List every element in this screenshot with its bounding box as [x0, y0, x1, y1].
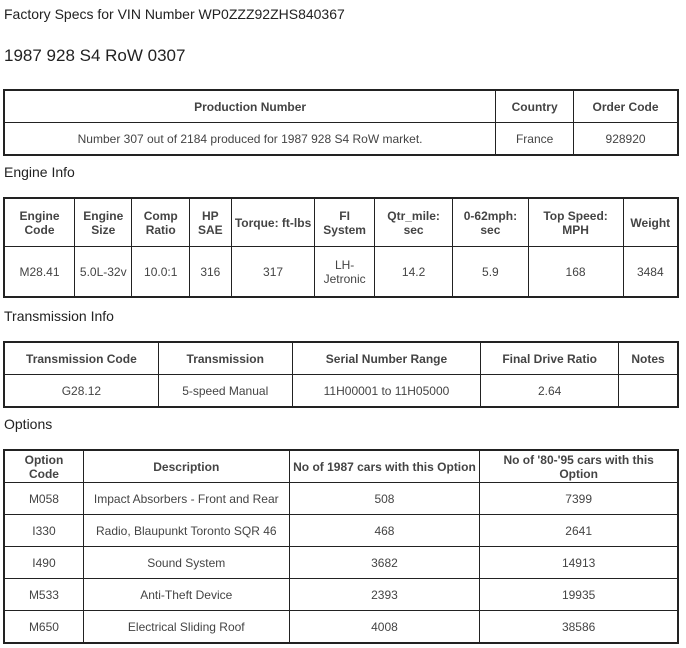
option-count-80-95-cell: 38586: [480, 611, 678, 643]
option-description-cell: Radio, Blaupunkt Toronto SQR 46: [83, 515, 289, 547]
option-count-1987-cell: 2393: [289, 579, 480, 611]
options-section-title: Options: [4, 416, 53, 432]
option-code-cell: M533: [5, 579, 84, 611]
option-count-1987-cell: 468: [289, 515, 480, 547]
engine-cell: M28.41: [5, 247, 75, 297]
engine-cell: 10.0:1: [132, 247, 189, 297]
model-title: 1987 928 S4 RoW 0307: [4, 46, 186, 65]
engine-cell: 3484: [623, 247, 677, 297]
transmission-header: Serial Number Range: [292, 343, 481, 375]
production-table: [4, 90, 678, 155]
engine-cell: 317: [231, 247, 315, 297]
engine-header: Comp Ratio: [132, 199, 189, 247]
transmission-cell: 11H00001 to 11H05000: [292, 375, 481, 407]
transmission-table: [4, 342, 678, 407]
option-code-cell: I490: [5, 547, 84, 579]
vin-title: Factory Specs for VIN Number WP0ZZZ92ZHS840367: [4, 6, 345, 22]
transmission-header: Final Drive Ratio: [481, 343, 619, 375]
engine-cell: LH-Jetronic: [315, 247, 375, 297]
engine-table: [4, 198, 678, 297]
engine-cell: 168: [528, 247, 623, 297]
option-count-1987-cell: 508: [289, 483, 480, 515]
engine-section-title: Engine Info: [4, 164, 75, 180]
transmission-section-title: Transmission Info: [4, 308, 114, 324]
options-header: No of '80-'95 cars with this Option: [480, 451, 678, 483]
transmission-cell: G28.12: [5, 375, 159, 407]
option-description-cell: Electrical Sliding Roof: [83, 611, 289, 643]
production-header: Order Code: [574, 91, 678, 123]
option-description-cell: Anti-Theft Device: [83, 579, 289, 611]
option-count-1987-cell: 3682: [289, 547, 480, 579]
transmission-header: Transmission: [158, 343, 292, 375]
transmission-header: Transmission Code: [5, 343, 159, 375]
production-cell: 928920: [574, 123, 678, 155]
option-description-cell: Sound System: [83, 547, 289, 579]
option-count-80-95-cell: 14913: [480, 547, 678, 579]
engine-header: HP SAE: [189, 199, 231, 247]
engine-header: Weight: [623, 199, 677, 247]
options-header: Option Code: [5, 451, 84, 483]
options-table: [4, 450, 678, 643]
option-description-cell: Impact Absorbers - Front and Rear: [83, 483, 289, 515]
transmission-header: Notes: [619, 343, 678, 375]
engine-header: Torque: ft-lbs: [231, 199, 315, 247]
transmission-cell: [619, 375, 678, 407]
production-cell: France: [496, 123, 574, 155]
option-code-cell: M650: [5, 611, 84, 643]
production-cell: Number 307 out of 2184 produced for 1987 928 S4 RoW market.: [5, 123, 496, 155]
option-code-cell: M058: [5, 483, 84, 515]
table-row: [5, 515, 678, 547]
engine-header: 0-62mph: sec: [453, 199, 528, 247]
option-code-cell: I330: [5, 515, 84, 547]
production-header: Production Number: [5, 91, 496, 123]
engine-cell: 316: [189, 247, 231, 297]
engine-header: FI System: [315, 199, 375, 247]
transmission-cell: 2.64: [481, 375, 619, 407]
table-row: [5, 483, 678, 515]
production-header: Country: [496, 91, 574, 123]
options-header: Description: [83, 451, 289, 483]
option-count-1987-cell: 4008: [289, 611, 480, 643]
engine-header: Top Speed: MPH: [528, 199, 623, 247]
transmission-cell: 5-speed Manual: [158, 375, 292, 407]
engine-header: Engine Size: [75, 199, 132, 247]
table-row: [5, 611, 678, 643]
option-count-80-95-cell: 2641: [480, 515, 678, 547]
option-count-80-95-cell: 7399: [480, 483, 678, 515]
table-row: [5, 579, 678, 611]
engine-header: Qtr_mile: sec: [374, 199, 452, 247]
engine-header: Engine Code: [5, 199, 75, 247]
engine-cell: 5.9: [453, 247, 528, 297]
engine-cell: 14.2: [374, 247, 452, 297]
option-count-80-95-cell: 19935: [480, 579, 678, 611]
engine-cell: 5.0L-32v: [75, 247, 132, 297]
table-row: [5, 547, 678, 579]
options-header: No of 1987 cars with this Option: [289, 451, 480, 483]
